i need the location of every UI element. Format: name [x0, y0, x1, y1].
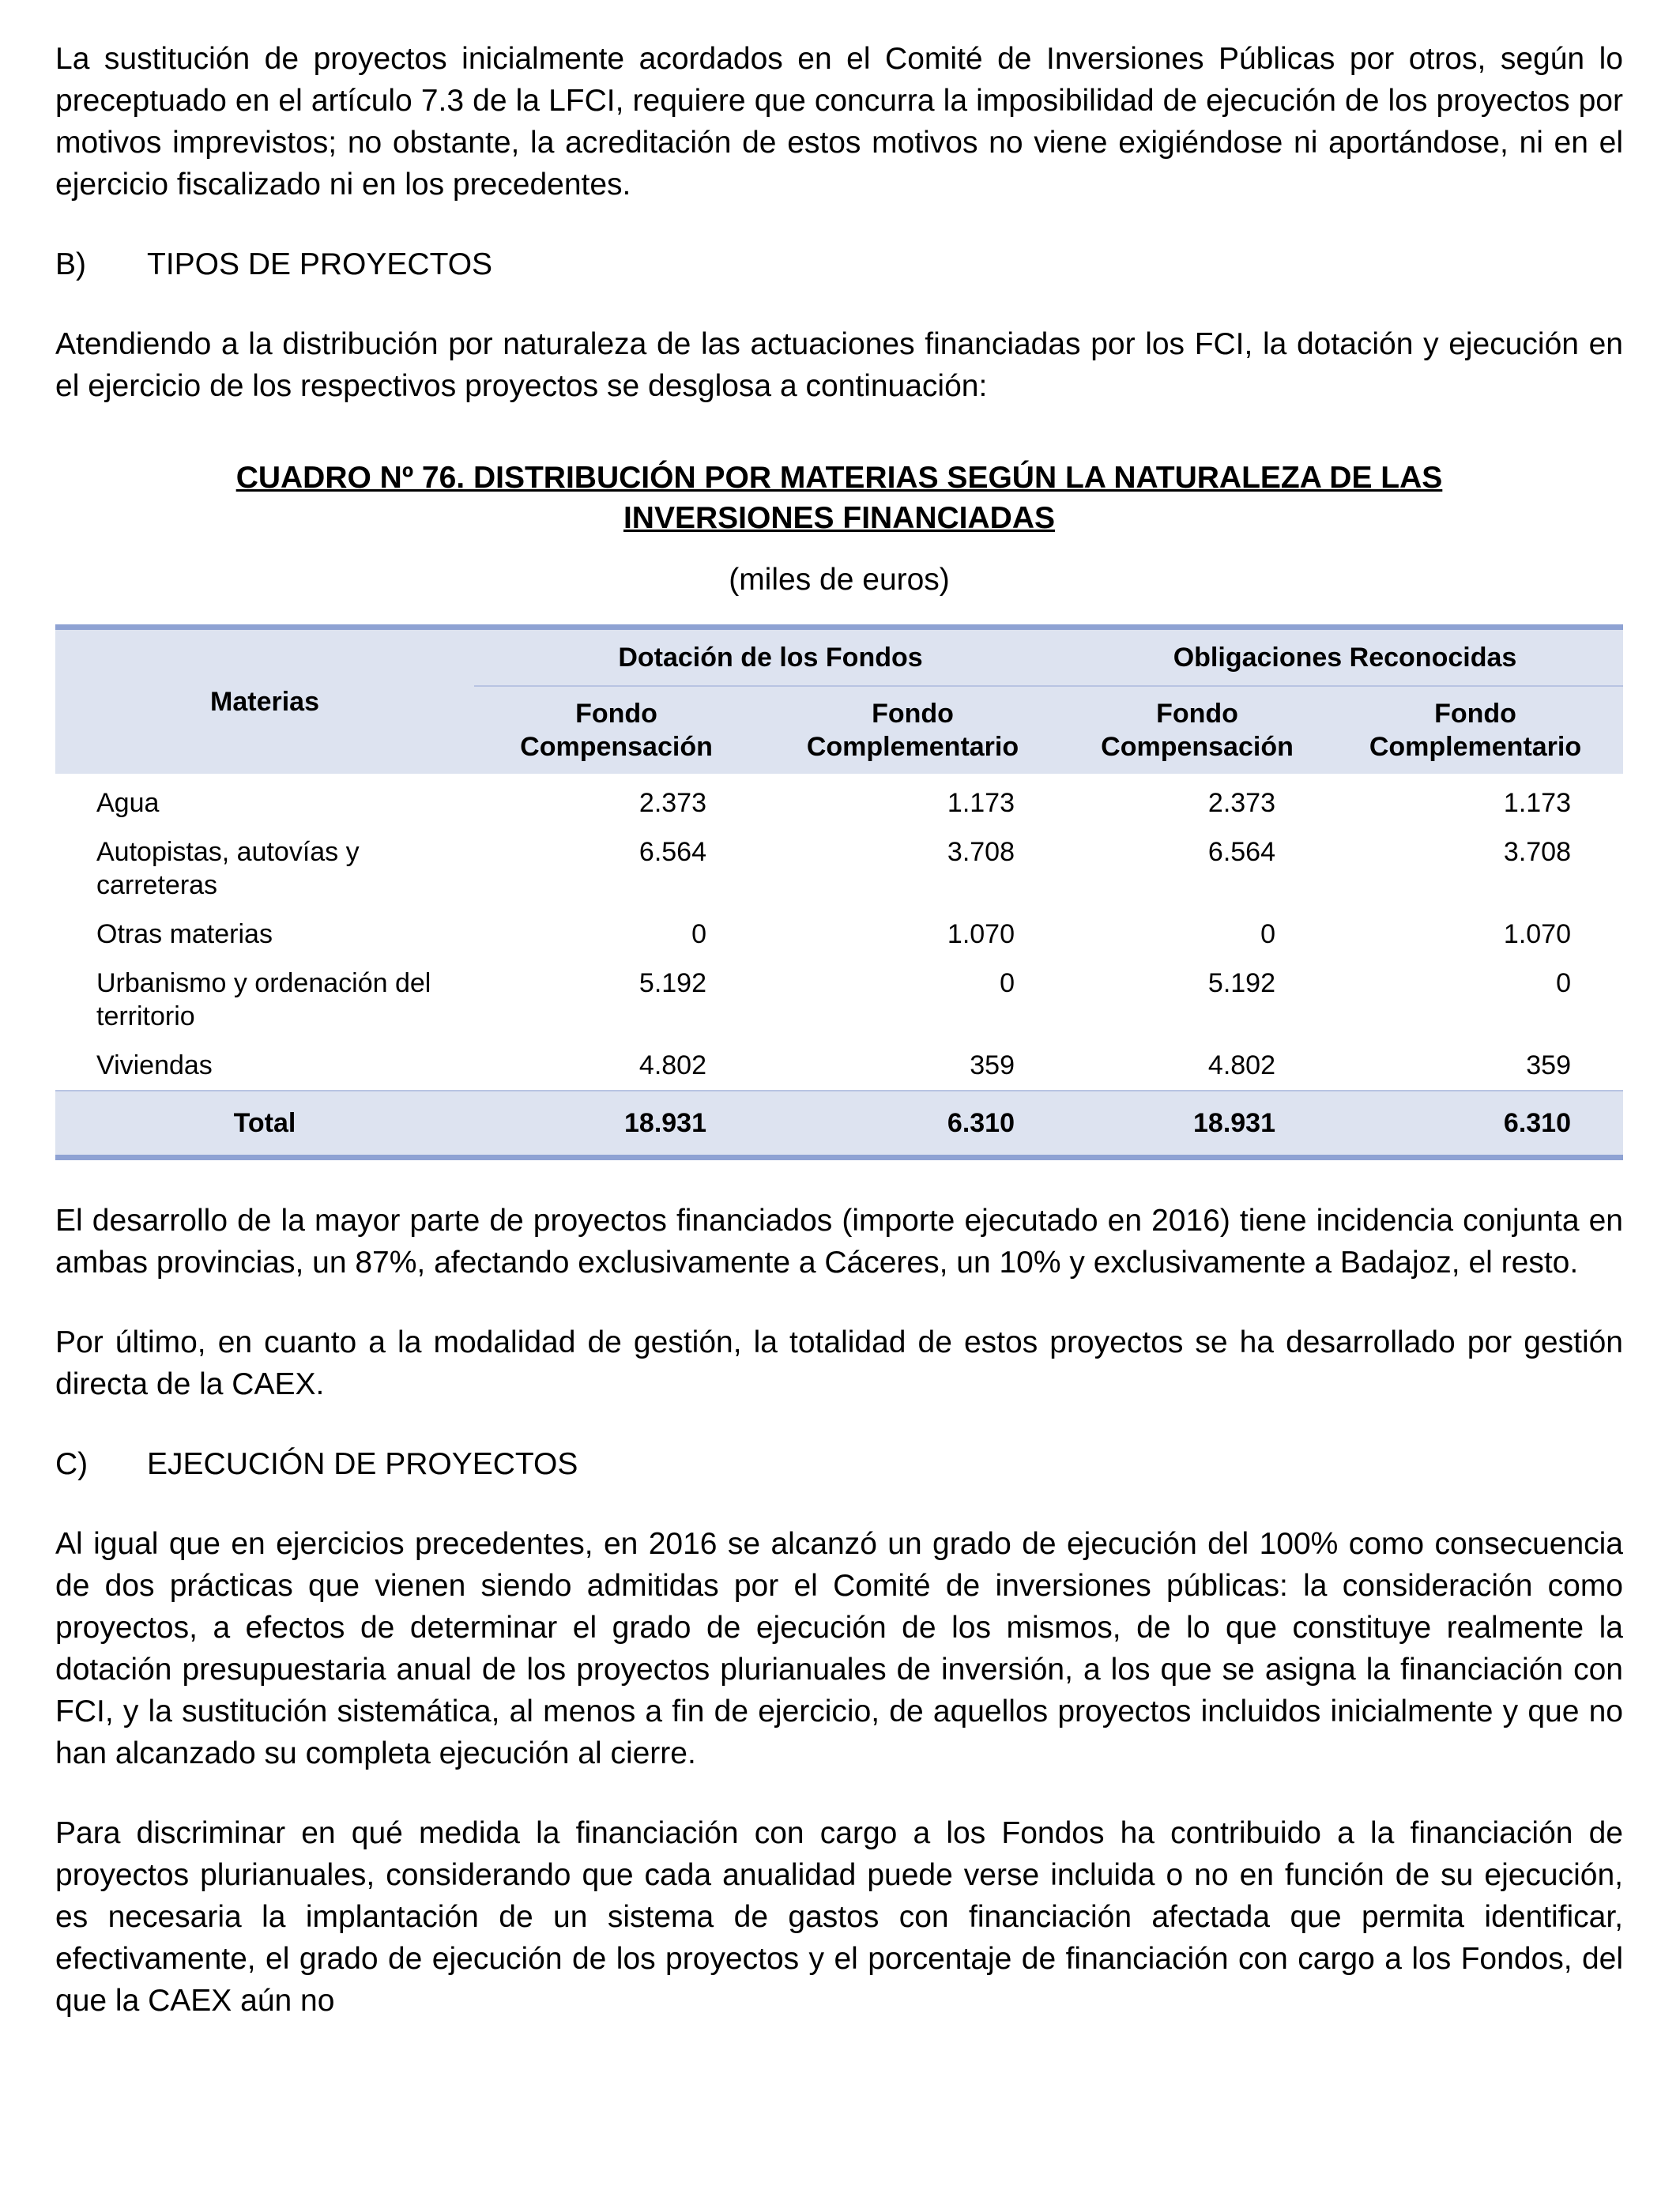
total-obligaciones-compensacion: 18.931	[1067, 1091, 1328, 1158]
table-row	[55, 910, 1623, 959]
row-obligaciones-complementario: 1.173	[1503, 788, 1571, 818]
section-letter-c: C)	[55, 1447, 89, 1481]
row-obligaciones-compensacion: 5.192	[1207, 968, 1275, 998]
row-obligaciones-complementario: 1.070	[1503, 919, 1571, 949]
paragraph-distribucion: Atendiendo a la distribución por naturaleza de las actuaciones financiadas por los FCI, la dotación y ejecución en el ejercicio de los respectivos proyectos se desglosa a continuación:	[55, 327, 1623, 403]
document-page	[55, 38, 1623, 2022]
paragraph-sustitucion: La sustitución de proyectos inicialmente acordados en el Comité de Inversiones Públicas por otros, según lo preceptuado en el artículo 7.3 de la LFCI, requiere que concurra la imposibilidad de ejecución de los proyectos por motivos imprevistos; no obstante, la acreditación de estos motivos no viene exigiéndose ni aportándose, ni en el ejercicio fiscalizado ni en los precedentes.	[55, 42, 1623, 202]
header-compensacion-label: Compensación	[520, 732, 713, 762]
table-total-row	[55, 1091, 1623, 1158]
row-obligaciones-compensacion: 6.564	[1207, 837, 1275, 867]
table-title-line2: INVERSIONES FINANCIADAS	[623, 501, 1056, 535]
row-obligaciones-complementario: 3.708	[1503, 837, 1571, 867]
paragraph-discriminar: Para discriminar en qué medida la financiación con cargo a los Fondos ha contribuido a la financiación de proyectos plurianuales, considerando que cada anualidad puede verse incluida o no en función de su ejecución, es necesaria la implantación de un sistema de gastos con financiación afectada que permita identificar, efectivamente, el grado de ejecución de los proyectos y el porcentaje de financiación con cargo a los Fondos, del que la CAEX aún no	[55, 1816, 1623, 2018]
section-heading-b	[55, 243, 1623, 285]
header-fondo-label: Fondo	[575, 699, 657, 729]
row-materia: Urbanismo y ordenación del territorio	[96, 968, 431, 1031]
row-materia: Autopistas, autovías y carreteras	[96, 837, 360, 900]
section-title-c: EJECUCIÓN DE PROYECTOS	[147, 1447, 578, 1481]
section-letter-b: B)	[55, 247, 86, 281]
materias-table	[55, 624, 1623, 1160]
paragraph-ejecucion: Al igual que en ejercicios precedentes, en 2016 se alcanzó un grado de ejecución del 100% como consecuencia de dos prácticas que vienen siendo admitidas por el Comité de inversiones públicas: la consideración como proyectos, a efectos de determinar el grado de ejecución de los mismos, de lo que constituye realmente la dotación presupuestaria anual de los proyectos plurianuales de inversión, a los que se asigna la financiación con FCI, y la sustitución sistemática, al menos a fin de ejercicio, de aquellos proyectos incluidos inicialmente y que no han alcanzado su completa ejecución al cierre.	[55, 1527, 1623, 1770]
table-row	[55, 827, 1623, 910]
row-dotacion-complementario: 1.173	[947, 788, 1015, 818]
table-row	[55, 1041, 1623, 1091]
row-dotacion-compensacion: 0	[691, 919, 706, 949]
section-title-b: TIPOS DE PROYECTOS	[147, 247, 493, 281]
header-dotacion-complementario	[759, 686, 1067, 774]
header-complementario-label: Complementario	[1369, 732, 1582, 762]
header-obligaciones-compensacion	[1067, 686, 1328, 774]
row-dotacion-compensacion: 2.373	[638, 788, 706, 818]
total-obligaciones-complementario: 6.310	[1328, 1091, 1623, 1158]
header-fondo-label: Fondo	[1156, 699, 1238, 729]
header-fondo-label: Fondo	[872, 699, 954, 729]
header-obligaciones: Obligaciones Reconocidas	[1067, 628, 1623, 687]
paragraph-gestion: Por último, en cuanto a la modalidad de gestión, la totalidad de estos proyectos se ha desarrollado por gestión directa de la CAEX.	[55, 1325, 1623, 1401]
header-fondo-label: Fondo	[1434, 699, 1516, 729]
header-complementario-label: Complementario	[806, 732, 1019, 762]
row-obligaciones-complementario: 0	[1556, 968, 1571, 998]
table-header-group-row	[55, 628, 1623, 687]
row-dotacion-compensacion: 4.802	[638, 1050, 706, 1080]
row-obligaciones-compensacion: 0	[1260, 919, 1275, 949]
table-unit: (miles de euros)	[729, 563, 950, 597]
header-obligaciones-complementario	[1328, 686, 1623, 774]
header-dotacion: Dotación de los Fondos	[474, 628, 1067, 687]
row-dotacion-complementario: 1.070	[947, 919, 1015, 949]
row-materia: Agua	[96, 788, 160, 818]
row-dotacion-compensacion: 6.564	[638, 837, 706, 867]
row-dotacion-compensacion: 5.192	[638, 968, 706, 998]
row-dotacion-complementario: 3.708	[947, 837, 1015, 867]
row-materia: Viviendas	[96, 1050, 213, 1080]
row-obligaciones-compensacion: 4.802	[1207, 1050, 1275, 1080]
total-dotacion-compensacion: 18.931	[474, 1091, 759, 1158]
paragraph-desarrollo: El desarrollo de la mayor parte de proyectos financiados (importe ejecutado en 2016) tiene incidencia conjunta en ambas provincias, un 87%, afectando exclusivamente a Cáceres, un 10% y exclusivamente a Badajoz, el resto.	[55, 1204, 1623, 1280]
table-row	[55, 774, 1623, 827]
section-heading-c	[55, 1443, 1623, 1485]
header-dotacion-compensacion	[474, 686, 759, 774]
row-dotacion-complementario: 0	[1000, 968, 1015, 998]
row-obligaciones-complementario: 359	[1526, 1050, 1571, 1080]
total-label: Total	[55, 1091, 474, 1158]
row-materia: Otras materias	[96, 919, 273, 949]
total-dotacion-complementario: 6.310	[759, 1091, 1067, 1158]
row-obligaciones-compensacion: 2.373	[1207, 788, 1275, 818]
header-materias: Materias	[55, 628, 474, 775]
header-compensacion-label: Compensación	[1101, 732, 1294, 762]
table-title-line1: CUADRO Nº 76. DISTRIBUCIÓN POR MATERIAS SEGÚN LA NATURALEZA DE LAS	[235, 461, 1443, 495]
table-row	[55, 959, 1623, 1041]
row-dotacion-complementario: 359	[970, 1050, 1015, 1080]
